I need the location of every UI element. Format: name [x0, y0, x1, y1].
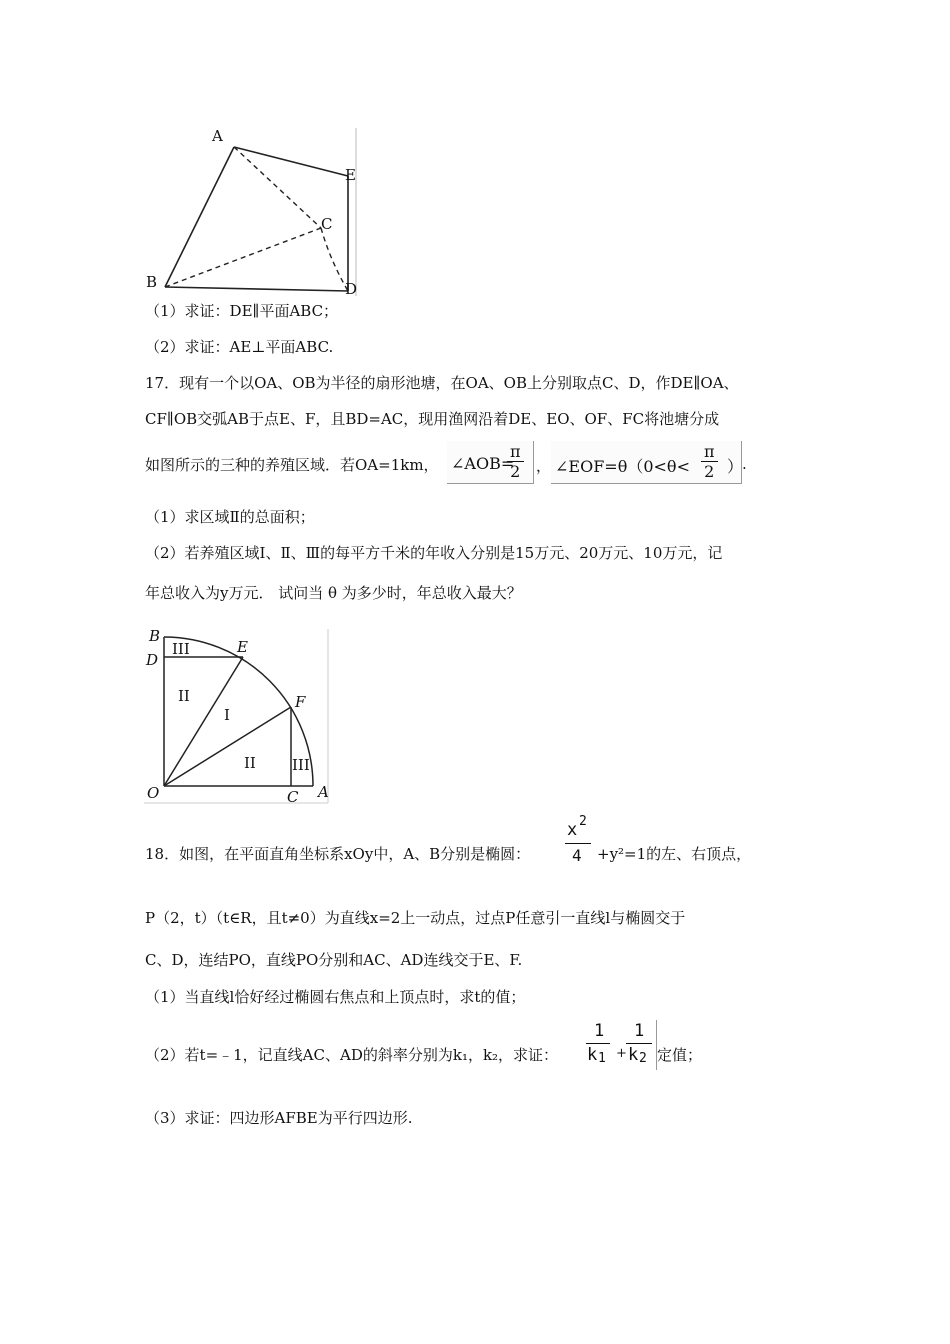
label-A: A: [212, 127, 223, 145]
p16-question-1: （1）求证：DE∥平面ABC；: [145, 302, 339, 320]
frac1-num: 1: [594, 1021, 605, 1041]
frac-num-pi-b: π: [701, 442, 718, 462]
label-B: B: [146, 273, 158, 291]
angle-aob-text: ∠AOB=: [451, 454, 515, 473]
region-II-right: II: [244, 754, 256, 772]
figure-sector-pond: [140, 625, 335, 807]
label-A: A: [318, 783, 329, 801]
label-E: E: [345, 166, 356, 184]
frac1-den-sub: 1: [598, 1051, 606, 1066]
p18-line-3: C、D，连结PO，直线PO分别和AC、AD连线交于E、F.: [145, 951, 523, 969]
p17-line-3-prefix: 如图所示的三种的养殖区域．若OA=1km，: [145, 456, 439, 474]
plus-sign: +: [616, 1046, 627, 1061]
p18-line-2: P（2，t）（t∈R，且t≠0）为直线x=2上一动点，过点P任意引一直线l与椭圆交于: [145, 909, 686, 927]
close-paren: ）: [727, 457, 744, 476]
frac-den-2: 2: [510, 462, 521, 481]
label-D: D: [146, 651, 159, 669]
frac-num-pi: π: [507, 442, 524, 462]
frac-den-2-b: 2: [704, 462, 715, 481]
frac-num-x: x: [567, 820, 578, 840]
frac2-den-k: k: [628, 1045, 639, 1065]
p18-question-2-prefix: （2）若t=﹣1，记直线AC、AD的斜率分别为k₁，k₂，求证：: [145, 1046, 559, 1064]
frac1-den-k: k: [587, 1045, 598, 1065]
p18-question-1: （1）当直线l恰好经过椭圆右焦点和上顶点时，求t的值；: [145, 988, 526, 1006]
label-O: O: [147, 784, 160, 802]
region-II-left: II: [178, 687, 190, 705]
p17-question-1: （1）求区域Ⅱ的总面积；: [145, 508, 315, 526]
p18-line-1-prefix: 18．如图，在平面直角坐标系xOy中，A、B分别是椭圆：: [145, 845, 531, 863]
frac-pi-over-2-b: [701, 442, 718, 481]
p17-question-2-line-1: （2）若养殖区域Ⅰ、Ⅱ、Ⅲ的每平方千米的年收入分别是15万元、20万元、10万元，记: [145, 544, 723, 562]
formula-k-fractions: [584, 1020, 657, 1070]
frac-pi-over-2: [507, 442, 524, 481]
p18-question-3: （3）求证：四边形AFBE为平行四边形.: [145, 1109, 413, 1127]
figure-pyramid: [140, 120, 370, 300]
frac2-den-sub: 2: [639, 1051, 647, 1066]
p18-line-1-suffix: +y²=1的左、右顶点，: [597, 845, 752, 863]
label-C: C: [321, 215, 333, 233]
frac2-num: 1: [634, 1021, 645, 1041]
region-III-top: III: [172, 640, 190, 658]
frac-x2-over-4: [565, 816, 593, 868]
region-I: I: [224, 706, 230, 724]
p17-line-1: 17．现有一个以OA、OB为半径的扇形池塘，在OA、OB上分别取点C、D，作DE∥OA、: [145, 374, 739, 392]
comma: ，: [536, 457, 552, 475]
formula-angle-aob: [447, 441, 534, 484]
frac-den-4: 4: [572, 846, 582, 865]
angle-eof-text: ∠EOF=θ（0<θ<: [555, 457, 690, 476]
p17-question-2-line-2: 年总收入为y万元． 试问当 θ 为多少时，年总收入最大？: [145, 584, 522, 602]
frac-num-sup: 2: [579, 814, 587, 829]
period: .: [742, 455, 747, 473]
p17-line-2: CF∥OB交弧AB于点E、F，且BD=AC，现用渔网沿着DE、EO、OF、FC将池塘分成: [145, 410, 720, 428]
label-B: B: [149, 627, 161, 645]
label-D: D: [345, 280, 358, 298]
p18-question-2-suffix: 定值；: [657, 1046, 703, 1064]
label-F: F: [295, 693, 306, 711]
p16-question-2: （2）求证：AE⊥平面ABC.: [145, 338, 334, 356]
label-C: C: [287, 788, 299, 806]
region-III-right: III: [292, 756, 310, 774]
label-E: E: [237, 638, 248, 656]
formula-angle-eof: [551, 441, 742, 484]
